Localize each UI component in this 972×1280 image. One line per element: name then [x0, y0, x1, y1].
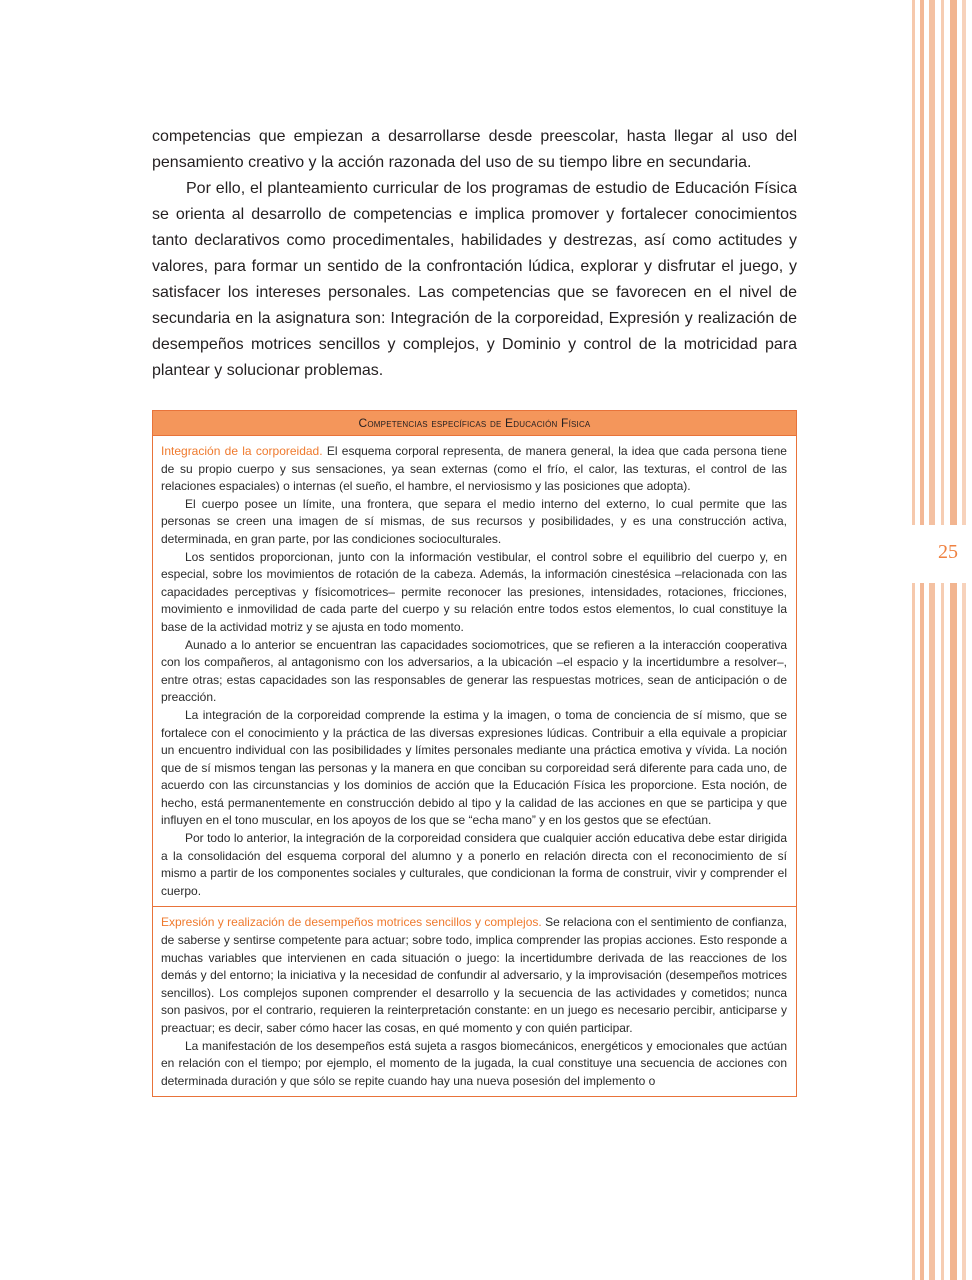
- stripe: [912, 0, 915, 1280]
- section-paragraph: [161, 443, 787, 496]
- section-text: Se relaciona con el sentimiento de confianza, de saberse y sentirse competente para actuar; sobre todo, implica comprender las propias acciones. Esto responde a muchas variables que intervienen en cada situación o juego: la incertidumbre derivada de las reacciones de los demás y del entorno; la iniciativa y la necesidad de confundir al adversario, y la improvisación (desempeños motrices sencillos). Los complejos suponen comprender el desarrollo y la secuencia de las actividades y cometidos; nunca son pasivos, por el contrario, requieren la reinterpretación constante: en un juego es necesario percibir, anticiparse y preactuar; es decir, saber cómo hacer las cosas, en qué momento y con quién participar.: [161, 915, 787, 1035]
- intro-text: [152, 124, 797, 384]
- stripe: [950, 0, 957, 1280]
- section-paragraph: La integración de la corporeidad comprende la estima y la imagen, o toma de conciencia de sí mismo, que se fortalece con el conocimiento y la práctica de las diversas expresiones lúdicas. Contribuir a ella equivale a propiciar un encuentro individual con las posibilidades y límites personales mediante una práctica emotiva y vívida. La noción que de sí mismos tengan las personas y la manera en que conciban su corporeidad será diferente para cada uno, de acuerdo con las circunstancias y los dominios de acción que la Educación Física les proporcione. Esta noción, de hecho, está permanentemente en construcción debido al tipo y la calidad de las acciones en que se participa y que influyen en el tono muscular, en los apoyos de los que se “echa mano” y en los gestos que se efectúan.: [161, 707, 787, 828]
- section-corporeidad: [153, 436, 796, 906]
- section-desempenos-motrices: [153, 906, 796, 1096]
- stripe: [929, 0, 935, 1280]
- section-lead: Expresión y realización de desempeños motrices sencillos y complejos.: [161, 915, 542, 930]
- section-paragraph: Los sentidos proporcionan, junto con la información vestibular, el control sobre el equilibrio del cuerpo y, en especial, sobre los movimientos de rotación de la cabeza. Además, la información cinestésica –relacionada con las capacidades perceptivas y físicomotrices– permite reconocer las presiones, intensidades, rotaciones, fricciones, movimiento e inmovilidad de cada parte del cuerpo y su relación entre todos estos elementos, lo cual constituye la base de la actividad motriz y se ajusta en todo momento.: [161, 549, 787, 634]
- competencies-box: [152, 410, 797, 1097]
- page-number: 25: [938, 541, 958, 563]
- section-text: El esquema corporal representa, de manera general, la idea que cada persona tiene de su propio cuerpo y sus sensaciones, ya sean externas (como el frío, el calor, las texturas, el control de las relaciones espaciales) o internas (el sueño, el hambre, el nerviosismo y las posiciones que adopta).: [161, 444, 787, 494]
- stripe: [962, 0, 966, 1280]
- stripe: [920, 0, 924, 1280]
- box-title: Competencias específicas de Educación Física: [153, 411, 796, 436]
- intro-paragraph-1: competencias que empiezan a desarrollarse desde preescolar, hasta llegar al uso del pensamiento creativo y la acción razonada del uso de su tiempo libre en secundaria.: [152, 128, 797, 171]
- section-paragraph: [161, 914, 787, 1037]
- section-lead: Integración de la corporeidad.: [161, 444, 323, 458]
- stripe: [941, 0, 944, 1280]
- intro-paragraph-2: Por ello, el planteamiento curricular de los programas de estudio de Educación Física se orienta al desarrollo de competencias e implica promover y fortalecer conocimientos tanto declarativos como procedimentales, habilidades y destrezas, así como actitudes y valores, para formar un sentido de la confrontación lúdica, explorar y disfrutar el juego, y satisfacer los intereses personales. Las competencias que se favorecen en el nivel de secundaria en la asignatura son: Integración de la corporeidad, Expresión y realización de desempeños motrices sencillos y complejos, y Dominio y control de la motricidad para plantear y solucionar problemas.: [152, 180, 797, 379]
- section-paragraph: Aunado a lo anterior se encuentran las capacidades sociomotrices, que se refieren a la interacción cooperativa con los compañeros, al antagonismo con los adversarios, a la ubicación –el espacio y la incertidumbre a resolver–, entre otras; estas capacidades son las responsables de generar las respuestas motrices, sean de anticipación o de preacción.: [161, 637, 787, 705]
- section-paragraph: El cuerpo posee un límite, una frontera, que separa el medio interno del externo, lo cual permite que las personas se creen una imagen de sí mismas, de sus recursos y posibilidades, y es una construcción activa, determinada, en gran parte, por las condiciones socioculturales.: [161, 496, 787, 546]
- decorative-side-stripes: [912, 0, 972, 1280]
- section-paragraph: La manifestación de los desempeños está sujeta a rasgos biomecánicos, energéticos y emocionales que actúan en relación con el tiempo; por ejemplo, el momento de la jugada, la cual constituye una secuencia de acciones con determinada duración y que sólo se repite cuando hay una nueva posesión del implemento o: [161, 1038, 787, 1088]
- section-paragraph: Por todo lo anterior, la integración de la corporeidad considera que cualquier acción educativa debe estar dirigida a la consolidación del esquema corporal del alumno y a ponerlo en relación directa con el reconocimiento de sí mismo a partir de los componentes sociales y culturales, que condicionan la forma de construir, vivir y comprender el cuerpo.: [161, 831, 787, 898]
